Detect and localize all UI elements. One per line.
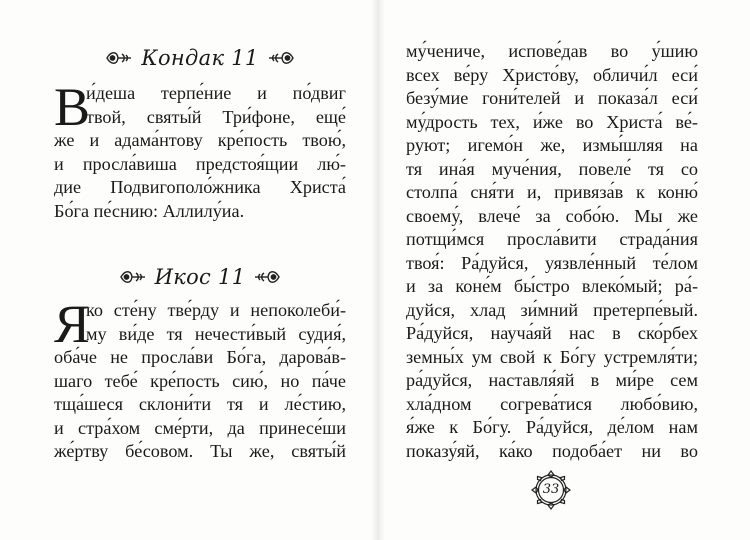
kontak-title: Кондак 11 bbox=[141, 46, 259, 70]
text-line: дуйся, хлад зи́мний претерпе́вый. bbox=[406, 299, 698, 320]
text-line: земны́х ум свой к Бо́гу устремля́ти; bbox=[406, 346, 698, 367]
text-line: ко сте́ну тве́рду и непоколеби́- bbox=[86, 300, 346, 320]
text-line: дие Подвигополо́жника Христа́ bbox=[54, 177, 346, 197]
text-line: му ви́де тя нечести́вый судия́, bbox=[86, 323, 346, 344]
right-page bbox=[406, 40, 698, 463]
text-line: хла́дном согрева́тися любо́вию, bbox=[406, 393, 698, 414]
text-line: Бо́га пе́снию: Аллилу́иа. bbox=[54, 200, 245, 221]
text-line: Ра́дуйся, науча́яй нас в ско́рбех bbox=[406, 323, 698, 343]
drop-cap: Я bbox=[54, 294, 91, 354]
text-line: и́деша терпе́ние и по́двиг bbox=[86, 83, 346, 103]
ikos-text bbox=[54, 294, 346, 464]
text-line: всех ве́ру Христо́ву, обличи́л еси́ bbox=[406, 64, 698, 85]
text-line: потщи́мся просла́вити страда́ния bbox=[406, 229, 698, 249]
text-line: твой, святы́й Три́фоне, еще́ bbox=[86, 106, 346, 127]
scroll-ornament-icon bbox=[119, 268, 147, 286]
text-line: безу́мие гони́телей и показа́л еси́ bbox=[406, 88, 698, 108]
text-line: му́дрость тех, и́же во Христа́ ве́- bbox=[406, 111, 698, 132]
text-line: оба́че не просла́ви Бо́га, дарова́в- bbox=[54, 347, 346, 367]
text-line: я́же к Бо́гу. Ра́дуйся, де́лом нам bbox=[406, 417, 698, 437]
ikos-heading bbox=[54, 259, 346, 295]
text-line: твоя́: Ра́дуйся, уязвле́нный те́лом bbox=[406, 252, 698, 273]
page-gutter bbox=[371, 0, 385, 540]
scroll-ornament-icon bbox=[253, 268, 281, 286]
text-line: столпа́ сня́ти и, привяза́в к коню́ bbox=[406, 182, 698, 202]
page-number-label: 33 bbox=[542, 482, 560, 497]
kontak-text bbox=[54, 77, 346, 223]
drop-cap: В bbox=[54, 77, 91, 137]
text-line: тща́шеся склони́ти тя и ле́стию, bbox=[54, 394, 346, 414]
text-line: руют; игемо́н же, измы́шляя на bbox=[406, 135, 698, 155]
text-line: и стра́хом сме́рти, да принесе́ши bbox=[54, 417, 346, 438]
ikos-title: Икос 11 bbox=[154, 265, 246, 289]
text-line: и за коне́м бы́стро влеко́мый; ра́- bbox=[406, 276, 698, 296]
left-page bbox=[54, 40, 346, 464]
text-line: же и адама́нтову кре́пость твою́, bbox=[54, 130, 346, 150]
kontak-heading bbox=[54, 40, 346, 76]
text-line: своему́, влече́ за собо́ю. Мы же bbox=[406, 205, 698, 226]
text-line: и просла́виша предстоя́щии лю́- bbox=[54, 153, 346, 174]
text-line: шаго тебе́ кре́пость сию́, но па́че bbox=[54, 370, 346, 391]
scroll-ornament-icon bbox=[267, 49, 295, 67]
text-line: ра́дуйся, наставля́яй в ми́ре сем bbox=[406, 370, 698, 390]
text-line: показу́яй, ка́ко подоба́ет ни во bbox=[406, 440, 698, 461]
scroll-ornament-icon bbox=[105, 49, 133, 67]
text-line: же́ртву бе́совом. Ты же, святы́й bbox=[54, 441, 346, 461]
page-number bbox=[529, 468, 573, 512]
text-line: му́чениче, испове́дав во у́шию bbox=[406, 41, 698, 61]
text-line: тя ина́я муче́ния, повеле́ тя со bbox=[406, 158, 698, 179]
